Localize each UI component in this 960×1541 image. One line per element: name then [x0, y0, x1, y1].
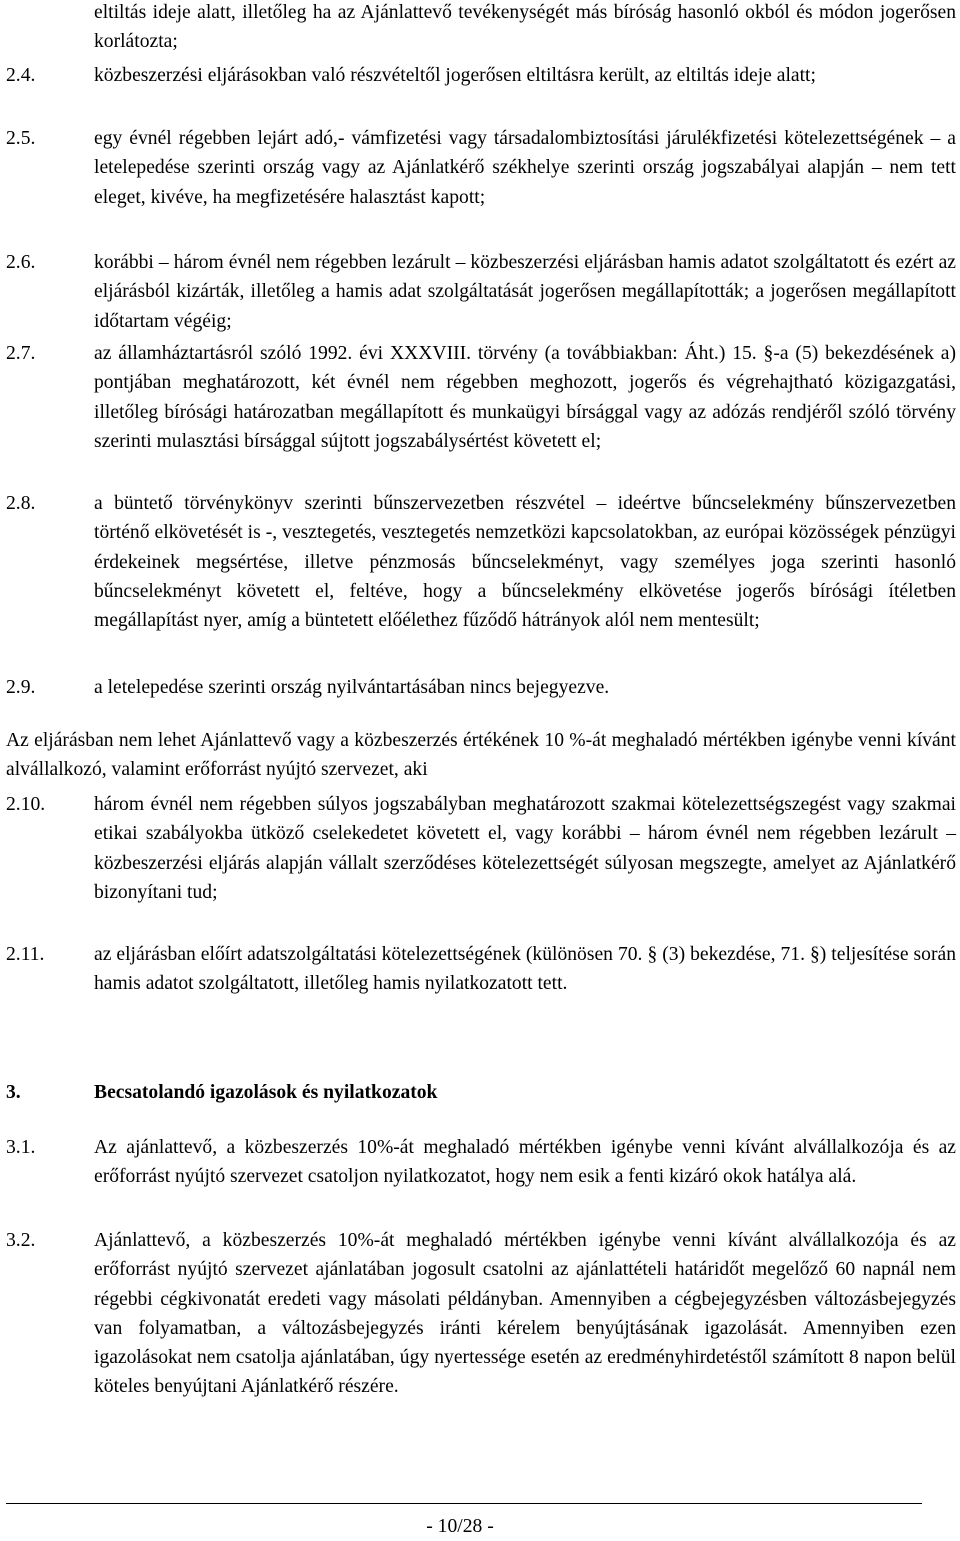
list-item: [6, 1133, 956, 1192]
item-text: Az ajánlattevő, a közbeszerzés 10%-át meghaladó mértékben igénybe venni kívánt alvállalkozója és az erőforrást nyújtó szervezet csatoljon nyilatkozatot, hogy nem esik a fenti kizáró okok hatálya alá.: [94, 1137, 956, 1188]
item-number: 2.11.: [6, 944, 45, 965]
item-number: 2.10.: [6, 794, 46, 815]
list-item: [6, 0, 956, 57]
item-text: közbeszerzési eljárásokban való részvételtől jogerősen eltiltásra került, az eltiltás ideje alatt;: [94, 65, 816, 86]
item-number: 3.1.: [6, 1137, 36, 1158]
list-item: [6, 673, 956, 702]
section-title: Becsatolandó igazolások és nyilatkozatok: [94, 1082, 438, 1103]
footer-divider: [6, 1503, 922, 1504]
section-heading: [6, 1078, 956, 1107]
list-item: [6, 940, 956, 999]
item-text: egy évnél régebben lejárt adó,- vámfizetési vagy társadalombiztosítási járulékfizetési kötelezettségének – a letelepedése szerinti ország vagy az Ajánlatkérő székhelye szerinti ország jogszabályai alapján – nem tett eleget, kivéve, ha megfizetésére halasztást kapott;: [94, 128, 956, 208]
item-number: 2.4.: [6, 65, 36, 86]
section-number: 3.: [6, 1082, 21, 1103]
list-item: [6, 61, 956, 90]
page-number: - 10/28 -: [426, 1516, 494, 1537]
list-item: [6, 489, 956, 635]
item-number: 2.9.: [6, 677, 36, 698]
item-text: a letelepedése szerinti ország nyilvántartásában nincs bejegyezve.: [94, 677, 610, 698]
list-item: [6, 1226, 956, 1402]
item-text: három évnél nem régebben súlyos jogszabályban meghatározott szakmai kötelezettségszegést vagy szakmai etikai szabályokba ütköző cselekedetet követett el, vagy korábbi – három évnél nem régebben lezárult – közbeszerzési eljárás alapján vállalt szerződéses kötelezettségét súlyosan megszegte, amelyet az Ajánlatkérő bizonyítani tud;: [94, 794, 956, 903]
intro-paragraph: Az eljárásban nem lehet Ajánlattevő vagy a közbeszerzés értékének 10 %-át meghaladó mértékben igénybe venni kívánt alvállalkozó, valamint erőforrást nyújtó szervezet, aki: [6, 730, 956, 781]
item-text: a büntető törvénykönyv szerinti bűnszervezetben részvétel – ideértve bűncselekmény bűnszervezetben történő elkövetését is -, vesztegetés, vesztegetés nemzetközi kapcsolatokban, az európai közösségek pénzügyi érdekeinek megsértése, illetve pénzmosás bűncselekményt, vagy személyes joga szerinti hasonló bűncselekményt követett el, feltéve, hogy a bűncselekmény elkövetése jogerős bírósági ítéletben megállapítást nyer, amíg a büntetett előélethez fűződő hátrányok alól nem mentesült;: [94, 493, 956, 632]
item-text: Ajánlattevő, a közbeszerzés 10%-át meghaladó mértékben igénybe venni kívánt alvállalkozója és az erőforrást nyújtó szervezet ajánlatában jogosult csatolni az ajánlattételi határidőt megelőző 60 napnál nem régebbi cégkivonatát eredeti vagy másolati példányban. Amennyiben a cégbejegyzésben változásbejegyzés van folyamatban, a változásbejegyzés iránti kérelem benyújtásának igazolását. Amennyiben ezen igazolásokat nem csatolja ajánlatában, úgy nyertessége esetén az eredményhirdetéstől számított 8 napon belül köteles benyújtani Ajánlatkérő részére.: [94, 1230, 956, 1398]
item-number: 2.7.: [6, 343, 36, 364]
item-number: 2.8.: [6, 493, 36, 514]
item-text: az államháztartásról szóló 1992. évi XXXVIII. törvény (a továbbiakban: Áht.) 15. §-a (5) bekezdésének a) pontjában meghatározott, két évnél nem régebben meghozott, jogerős és végrehajtható közigazgatási, illetőleg bírósági határozatban megállapított és munkaügyi bírsággal vagy az adózás rendjéről szóló törvény szerinti mulasztási bírsággal sújtott jogszabálysértést követett el;: [94, 343, 956, 452]
item-number: 3.2.: [6, 1230, 36, 1251]
item-number: 2.5.: [6, 128, 36, 149]
list-item: [6, 124, 956, 212]
item-text: eltiltás ideje alatt, illetőleg ha az Ajánlattevő tevékenységét más bíróság hasonló okból és módon jogerősen korlátozta;: [94, 2, 956, 53]
item-text: korábbi – három évnél nem régebben lezárult – közbeszerzési eljárásban hamis adatot szolgáltatott és ezért az eljárásból kizárták, illetőleg a hamis adat szolgáltatását jogerősen megállapították; a jogerősen megállapított időtartam végéig;: [94, 252, 956, 332]
item-number: 2.6.: [6, 252, 36, 273]
list-item: [6, 790, 956, 907]
list-item: [6, 248, 956, 336]
item-text: az eljárásban előírt adatszolgáltatási kötelezettségének (különösen 70. § (3) bekezdése, 71. §) teljesítése során hamis adatot szolgáltatott, illetőleg hamis nyilatkozatott tett.: [94, 944, 956, 995]
list-item: [6, 339, 956, 456]
